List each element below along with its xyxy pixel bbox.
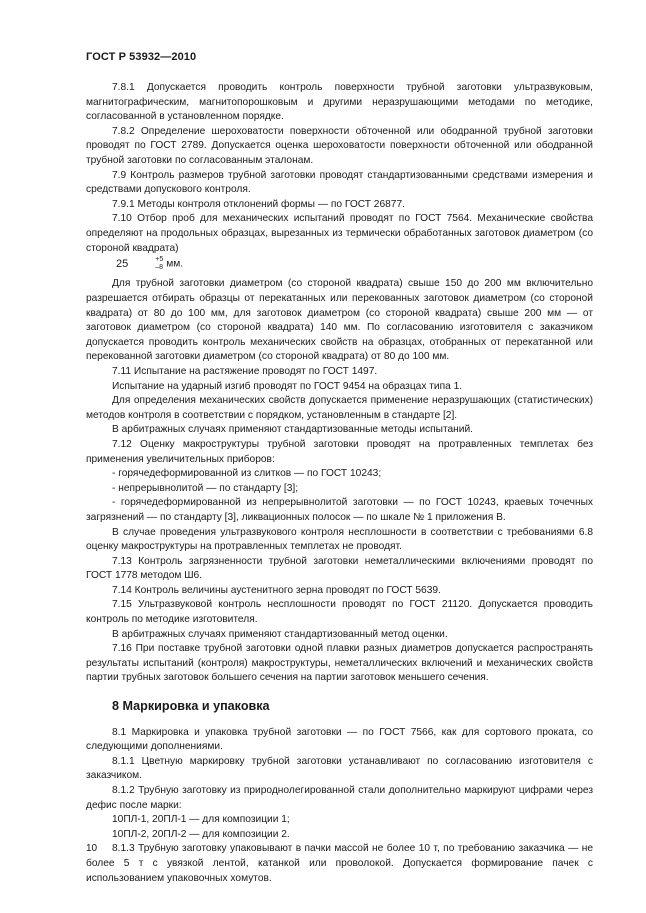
page-number: 10 [86, 843, 98, 854]
paragraph: 7.15 Ультразвуковой контроль несплошности проводят по ГОСТ 21120. Допускается проводить контроль по методике изготовителя. [86, 599, 593, 626]
formula-line [86, 256, 593, 272]
paragraph: 7.14 Контроль величины аустенитного зерна проводят по ГОСТ 5639. [112, 584, 441, 596]
paragraph: В случае проведения ультразвукового контроля несплошности в соответствии с требованиями 6.8 оценку макроструктуры на протравленных темплетах не проводят. [86, 526, 593, 553]
document-body [86, 81, 593, 886]
paragraph: 7.11 Испытание на растяжение проводят по ГОСТ 1497. [112, 365, 378, 377]
paragraph: 7.9 Контроль размеров трубной заготовки проводят стандартизованными средствами измерения и средствами допускового контроля. [86, 169, 593, 196]
paragraph: Испытание на ударный изгиб проводят по ГОСТ 9454 на образцах типа 1. [112, 380, 463, 392]
paragraph: 7.12 Оценку макроструктуры трубной заготовки проводят на протравленных темплетах без применения увеличительных приборов: [86, 438, 593, 465]
list-item: - горячедеформированной из непрерывнолитой заготовки — по ГОСТ 10243, краевых точечных загрязнений — по стандарту [3], ликвационных полосок — по шкале № 1 приложения В. [86, 497, 593, 523]
formula-sub: –8 [155, 264, 164, 272]
paragraph: 8.1.2 Трубную заготовку из природнолегированной стали дополнительно маркируют цифрами через дефис после марки: [86, 785, 593, 811]
paragraph: Для определения механических свойств допускается применение неразрушающих (статистических) методов контроля в соответствии с порядком, установленным в стандарте [2]. [86, 395, 593, 421]
paragraph: 7.8.1 Допускается проводить контроль поверхности трубной заготовки ультразвуковым, магнитографическим, магнитопорошковым и другими неразрушающими методами по методике, согласованной в установленном порядке. [86, 82, 593, 123]
formula-tolerance [129, 256, 163, 272]
paragraph: 8.1.1 Цветную маркировку трубной заготовки устанавливают по согласованию изготовителя с заказчиком. [86, 755, 593, 782]
list-item: - непрерывнолитой — по стандарту [3]; [112, 482, 299, 494]
formula-sup: +5 [155, 256, 164, 264]
paragraph: 7.13 Контроль загрязненности трубной заготовки неметаллическими включениями проводят по ГОСТ 1778 методом Ш6. [86, 555, 593, 582]
paragraph: Для трубной заготовки диаметром (со стороной квадрата) свыше 150 до 200 мм включительно разрешается отбирать образцы от перекатанных или перекованных заготовок диаметром (со стороной квадрата) от 80 до 100 мм, для заготовок диаметром (со стороной квадрата) свыше 200 мм — от заготовок диаметром (со стороной квадрата) 140 мм. По согласованию изготовителя с заказчиком допускается проводить контроль механических свойств на образцах, отобранных от перекатанной или перекованной заготовки диаметром (со стороной квадрата) от 80 до 100 мм. [86, 278, 593, 363]
list-item: 10ПЛ-1, 20ПЛ-1 — для композиции 1; [112, 814, 290, 826]
section-heading: 8 Маркировка и упаковка [112, 699, 270, 714]
list-item: 10ПЛ-2, 20ПЛ-2 — для композиции 2. [112, 828, 290, 840]
document-header: ГОСТ Р 53932—2010 [86, 51, 197, 63]
paragraph: 7.10 Отбор проб для механических испытаний проводят по ГОСТ 7564. Механические свойства определяют на продольных образцах, вырезанных из термически обработанных заготовок диаметром (со стороной квадрата) [86, 213, 593, 254]
paragraph: 8.1.3 Трубную заготовку упаковывают в пачки массой не более 10 т, по требованию заказчика — не более 5 т с увязкой лентой, катанкой или проволокой. Допускается формирование пачек с использованием упаковочных хомутов. [86, 843, 593, 884]
paragraph: В арбитражных случаях применяют стандартизованный метод оценки. [112, 628, 448, 640]
formula-base: 25 [116, 257, 129, 270]
paragraph: В арбитражных случаях применяют стандартизованные методы испытаний. [112, 424, 474, 436]
paragraph: 7.9.1 Методы контроля отклонений формы — по ГОСТ 26877. [112, 198, 405, 210]
formula-unit: мм. [166, 258, 184, 270]
paragraph: 7.8.2 Определение шероховатости поверхности обточенной или ободранной трубной заготовки проводят по ГОСТ 2789. Допускается оценка шероховатости поверхности обточенной или ободранной трубной заготовки по согласованным эталонам. [86, 125, 593, 166]
paragraph: 8.1 Маркировка и упаковка трубной заготовки — по ГОСТ 7566, как для сортового проката, со следующими дополнениями. [86, 726, 593, 753]
paragraph: 7.16 При поставке трубной заготовки одной плавки разных диаметров допускается распространять результаты испытаний (контроля) макроструктуры, неметаллических включений и механических свойств партии трубных заготовок большего сечения на партии заготовок меньшего сечения. [86, 643, 593, 684]
list-item: - горячедеформированной из слитков — по ГОСТ 10243; [112, 468, 382, 480]
